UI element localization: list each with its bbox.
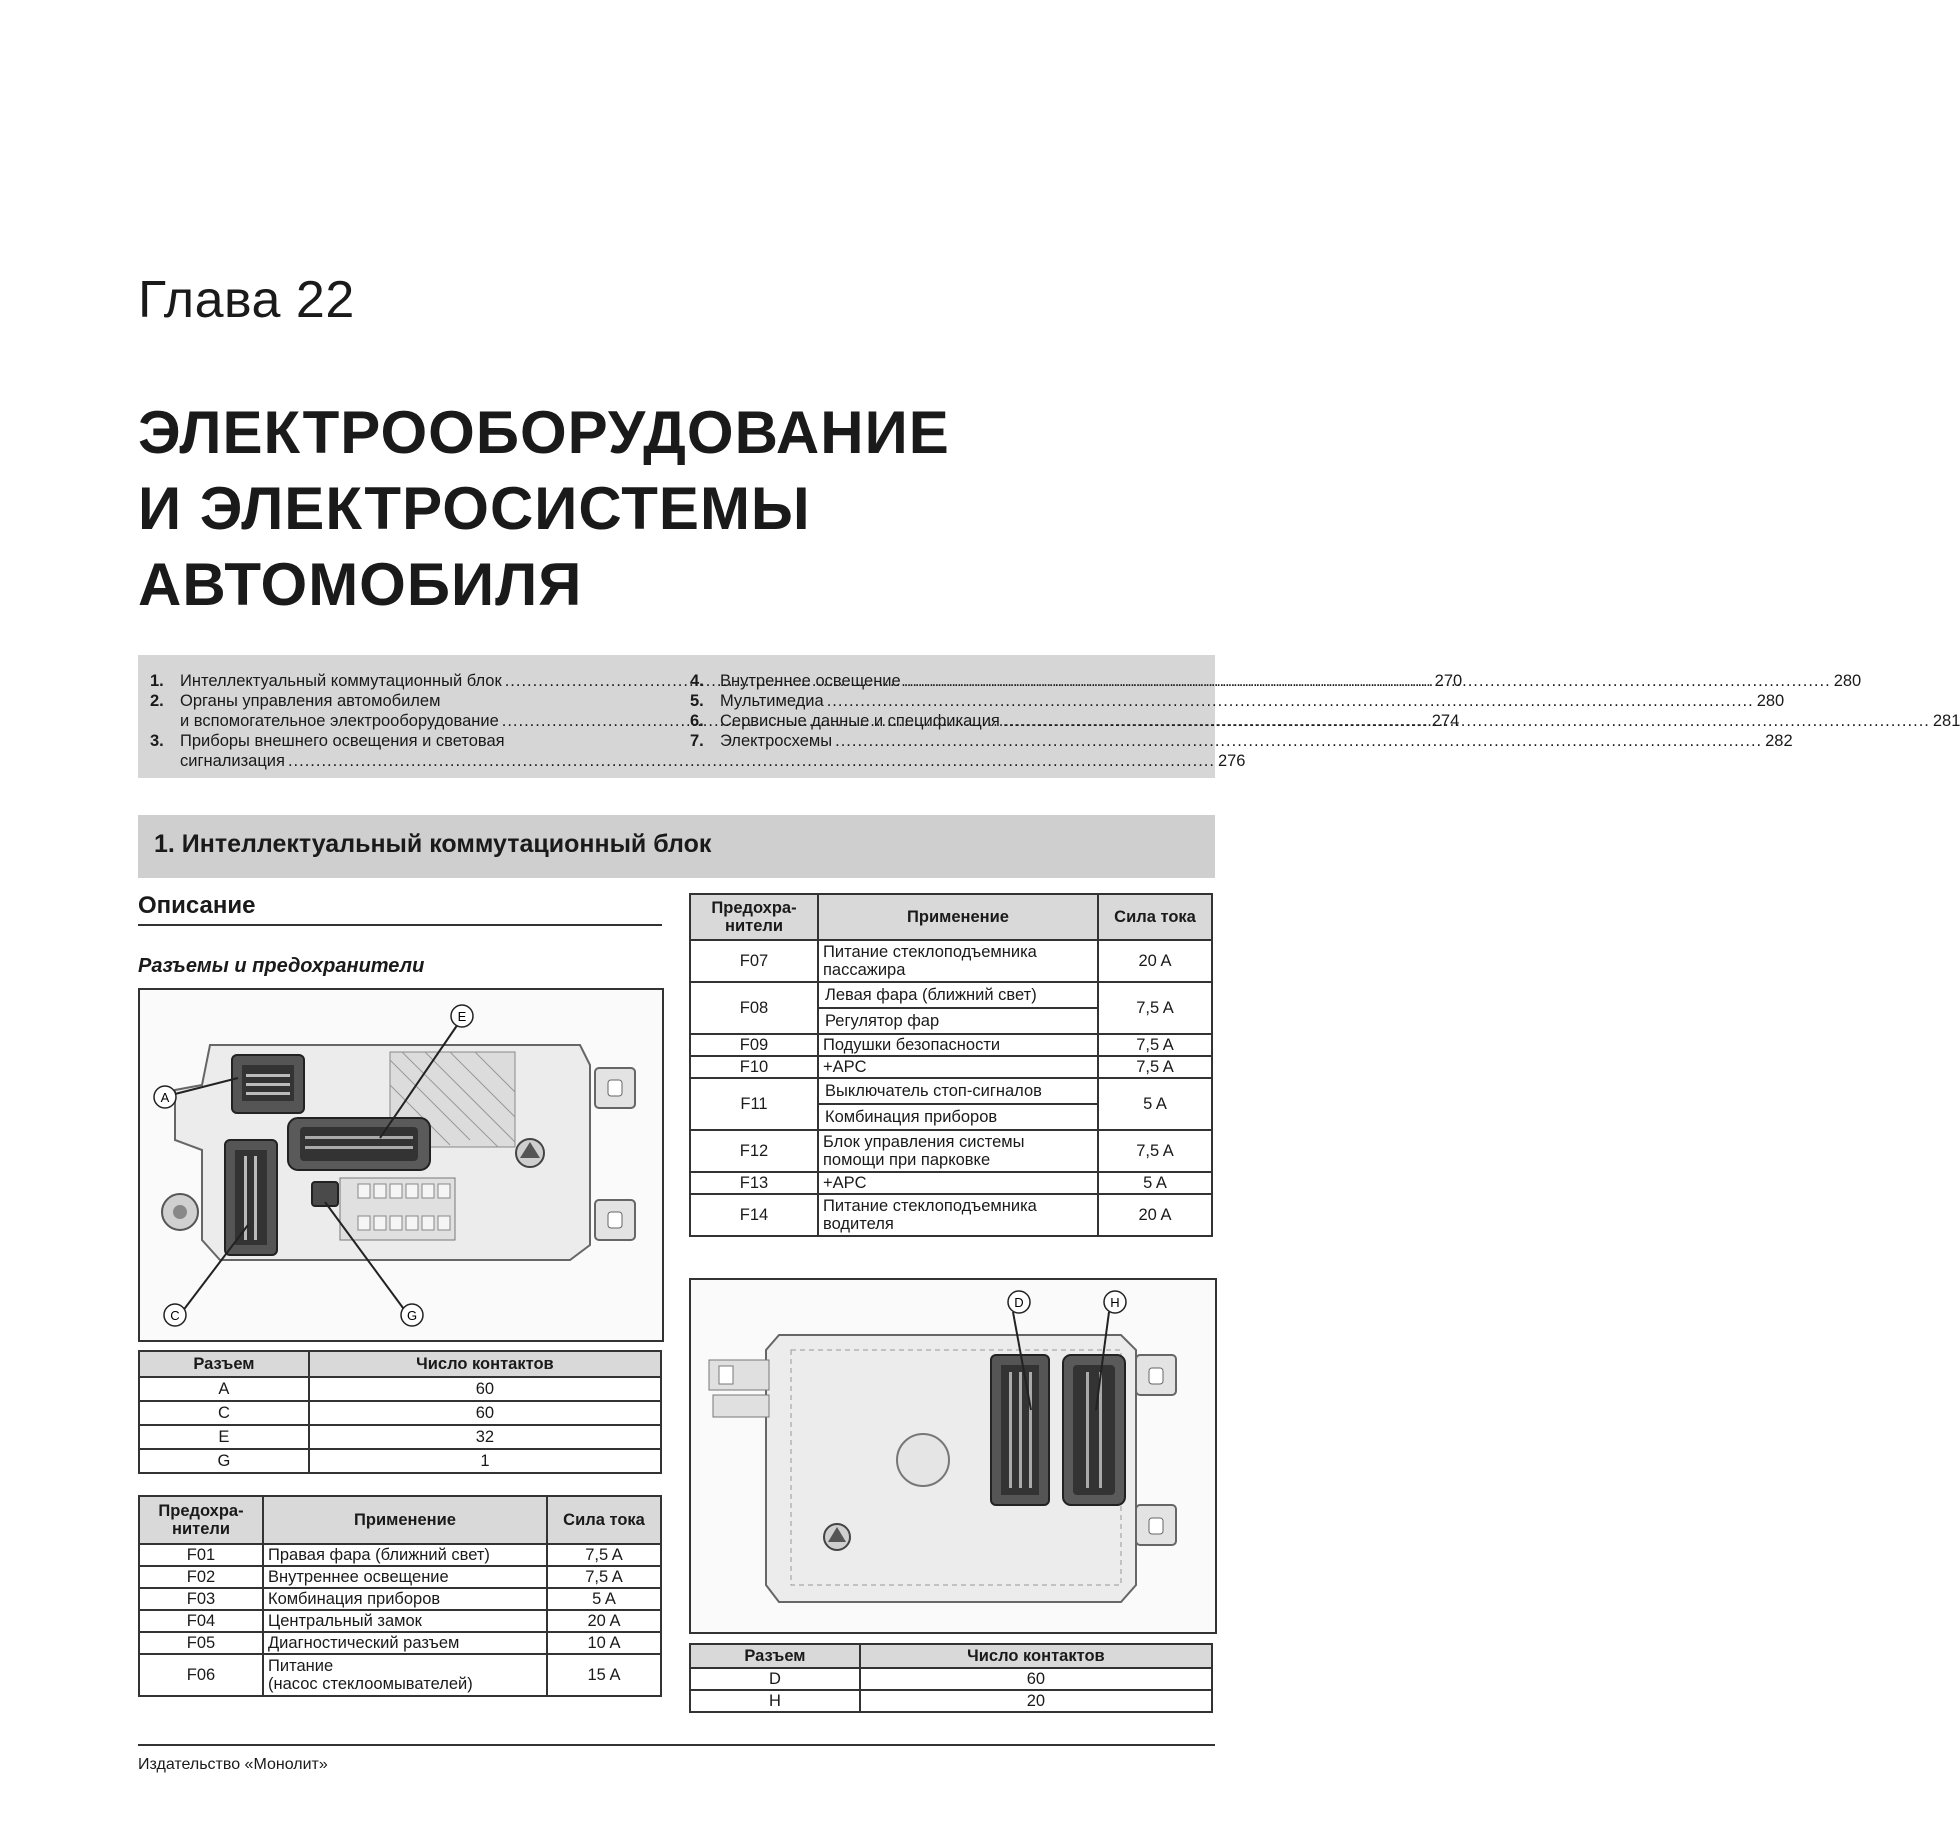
toc-number: 4.	[690, 672, 704, 690]
fuse-application: Центральный замок	[263, 1610, 547, 1632]
table-row	[139, 1377, 661, 1401]
title-line: ЭЛЕКТРООБОРУДОВАНИЕ	[138, 399, 950, 466]
table-row	[139, 1401, 661, 1425]
toc-number: 5.	[690, 692, 704, 710]
fuse-id: F11	[690, 1078, 818, 1130]
fuse-application: Диагностический разъем	[263, 1632, 547, 1654]
table-row	[690, 1056, 1212, 1078]
toc-entry	[150, 751, 1246, 771]
connector-id: E	[139, 1425, 309, 1449]
connector-id: G	[139, 1449, 309, 1473]
fuse-id: F03	[139, 1588, 263, 1610]
column-header: Предохра- нители	[690, 894, 818, 940]
svg-text:C: C	[170, 1308, 180, 1323]
title-line: АВТОМОБИЛЯ	[138, 551, 583, 618]
toc-entry-text: Органы управления автомобилем	[180, 692, 441, 710]
column-header: Число контактов	[860, 1644, 1212, 1668]
table-row	[690, 1078, 1212, 1130]
toc-page-number: 274	[1431, 712, 1460, 730]
toc-leader	[904, 671, 1831, 691]
fuse-application: Правая фара (ближний свет)	[263, 1544, 547, 1566]
fuse-current: 5 A	[1098, 1078, 1212, 1130]
toc-leader	[1003, 711, 1930, 731]
toc-number: 6.	[690, 712, 704, 730]
column-header: Применение	[818, 894, 1098, 940]
fuse-current: 10 A	[547, 1632, 661, 1654]
fuse-application: +APC	[818, 1056, 1098, 1078]
fuse-id: F10	[690, 1056, 818, 1078]
fuse-id: F06	[139, 1654, 263, 1696]
table-row	[139, 1449, 661, 1473]
fuse-table-2	[689, 893, 1213, 1237]
table-row	[139, 1544, 661, 1566]
toc-entry-text: Электросхемы	[720, 732, 833, 750]
chapter-number: Глава 22	[138, 271, 355, 329]
fuse-application: Комбинация приборов	[263, 1588, 547, 1610]
fuse-application: Внутреннее освещение	[263, 1566, 547, 1588]
footer-rule	[138, 1744, 1215, 1746]
table-row	[139, 1610, 661, 1632]
fuse-application: Блок управления системы помощи при парковке	[818, 1130, 1098, 1172]
connector-id: H	[690, 1690, 860, 1712]
fuse-application: Питание стеклоподъемника водителя	[818, 1194, 1098, 1236]
toc-entry	[690, 731, 1793, 751]
fuse-table-1	[138, 1495, 662, 1697]
chapter-title	[138, 395, 950, 623]
fuse-current: 20 A	[547, 1610, 661, 1632]
callout-G	[401, 1304, 423, 1326]
callout-D	[1008, 1291, 1030, 1313]
svg-text:H: H	[1110, 1295, 1120, 1310]
fuse-id: F08	[690, 982, 818, 1034]
fuse-application-item: Левая фара (ближний свет)	[819, 983, 1097, 1009]
contact-count: 20	[860, 1690, 1212, 1712]
toc-entry	[150, 691, 660, 711]
fuse-box-figure-front	[138, 988, 664, 1342]
fuse-id: F12	[690, 1130, 818, 1172]
fuse-application: Подушки безопасности	[818, 1034, 1098, 1056]
toc-entry-text: Внутреннее освещение	[720, 672, 901, 690]
table-row	[139, 1425, 661, 1449]
fuse-application-item: Регулятор фар	[825, 1012, 940, 1030]
toc-entry	[690, 691, 1785, 711]
fuse-application-item: Комбинация приборов	[825, 1108, 998, 1126]
toc-number: 7.	[690, 732, 704, 750]
table-row	[690, 1034, 1212, 1056]
toc-page-number: 281	[1932, 712, 1960, 730]
toc-leader	[827, 691, 1754, 711]
fuse-box-figure-rear	[689, 1278, 1217, 1634]
fuse-current: 5 A	[547, 1588, 661, 1610]
fuse-current: 7,5 A	[1098, 982, 1212, 1034]
fuse-application: Питание стеклоподъемника пассажира	[818, 940, 1098, 982]
table-row	[690, 1668, 1212, 1690]
fuse-current: 7,5 A	[547, 1544, 661, 1566]
fuse-current: 7,5 A	[1098, 1034, 1212, 1056]
table-row	[690, 1194, 1212, 1236]
fuse-application	[818, 1078, 1098, 1130]
table-row	[139, 1588, 661, 1610]
fuse-application: +APC	[818, 1172, 1098, 1194]
connector-id: D	[690, 1668, 860, 1690]
svg-text:G: G	[406, 1308, 418, 1323]
table-row	[690, 1172, 1212, 1194]
title-line: И ЭЛЕКТРОСИСТЕМЫ	[138, 475, 811, 542]
fuse-id: F14	[690, 1194, 818, 1236]
table-row	[690, 982, 1212, 1034]
connector-id: A	[139, 1377, 309, 1401]
section-header	[138, 815, 1215, 878]
fuse-current: 7,5 A	[547, 1566, 661, 1588]
fuse-id: F07	[690, 940, 818, 982]
fuse-id: F09	[690, 1034, 818, 1056]
fuse-current: 7,5 A	[1098, 1056, 1212, 1078]
toc-entry-text: Интеллектуальный коммутационный блок	[180, 672, 502, 690]
fuse-current: 5 A	[1098, 1172, 1212, 1194]
connector-table-1	[138, 1350, 662, 1474]
fuse-application	[818, 982, 1098, 1034]
callout-H	[1104, 1291, 1126, 1313]
toc-entry-text: Приборы внешнего освещения и световая	[180, 732, 505, 750]
fuse-box-illustration-rear	[691, 1280, 1215, 1632]
section-title: 1. Интеллектуальный коммутационный блок	[154, 830, 712, 858]
contact-count: 60	[309, 1377, 661, 1401]
callout-A	[154, 1086, 176, 1108]
fuse-id: F04	[139, 1610, 263, 1632]
table-row	[690, 1130, 1212, 1172]
svg-text:E: E	[457, 1009, 467, 1024]
toc-leader	[288, 751, 1215, 771]
column-header: Разъем	[690, 1644, 860, 1668]
connector-id: C	[139, 1401, 309, 1425]
toc-entry-text: сигнализация	[180, 752, 285, 770]
toc-entry-text: и вспомогательное электрооборудование	[180, 712, 499, 730]
toc-page-number: 280	[1833, 672, 1862, 690]
fuse-id: F02	[139, 1566, 263, 1588]
svg-text:A: A	[160, 1090, 170, 1105]
fuse-current: 7,5 A	[1098, 1130, 1212, 1172]
fuse-current: 20 A	[1098, 940, 1212, 982]
column-header: Сила тока	[547, 1496, 661, 1544]
callout-C	[164, 1304, 186, 1326]
toc-page-number: 282	[1765, 732, 1793, 750]
toc-entry-text: Сервисные данные и спецификация	[720, 712, 1000, 730]
toc-leader	[835, 731, 1762, 751]
toc-entry-text: Мультимедиа	[720, 692, 824, 710]
fuse-current: 20 A	[1098, 1194, 1212, 1236]
column-header: Применение	[263, 1496, 547, 1544]
fuse-id: F01	[139, 1544, 263, 1566]
description-heading: Описание	[138, 892, 662, 926]
contact-count: 1	[309, 1449, 661, 1473]
toc-number: 3.	[150, 732, 164, 750]
callout-E	[451, 1005, 473, 1027]
fuse-id: F13	[690, 1172, 818, 1194]
fuse-box-illustration-front	[140, 990, 662, 1340]
connector-table-2	[689, 1643, 1213, 1713]
publisher-footer: Издательство «Монолит»	[138, 1756, 328, 1773]
fuse-current: 15 A	[547, 1654, 661, 1696]
fuse-application: Питание (насос стеклоомывателей)	[263, 1654, 547, 1696]
toc-page-number: 270	[1434, 672, 1463, 690]
connectors-subheading: Разъемы и предохранители	[138, 955, 425, 977]
table-row	[139, 1654, 661, 1696]
toc-number: 1.	[150, 672, 164, 690]
toc-page-number: 276	[1217, 752, 1246, 770]
toc-entry	[150, 731, 660, 751]
contact-count: 32	[309, 1425, 661, 1449]
table-row	[690, 940, 1212, 982]
column-header: Число контактов	[309, 1351, 661, 1377]
contact-count: 60	[860, 1668, 1212, 1690]
toc-number	[150, 751, 180, 771]
svg-text:D: D	[1014, 1295, 1024, 1310]
fuse-application-item: Выключатель стоп-сигналов	[819, 1079, 1097, 1105]
table-of-contents	[138, 655, 1960, 778]
column-header: Предохра- нители	[139, 1496, 263, 1544]
toc-number: 2.	[150, 692, 164, 710]
table-row	[690, 1690, 1212, 1712]
fuse-id: F05	[139, 1632, 263, 1654]
toc-number	[150, 711, 180, 731]
column-header: Сила тока	[1098, 894, 1212, 940]
table-row	[139, 1566, 661, 1588]
toc-page-number: 280	[1756, 692, 1785, 710]
table-row	[139, 1632, 661, 1654]
contact-count: 60	[309, 1401, 661, 1425]
column-header: Разъем	[139, 1351, 309, 1377]
